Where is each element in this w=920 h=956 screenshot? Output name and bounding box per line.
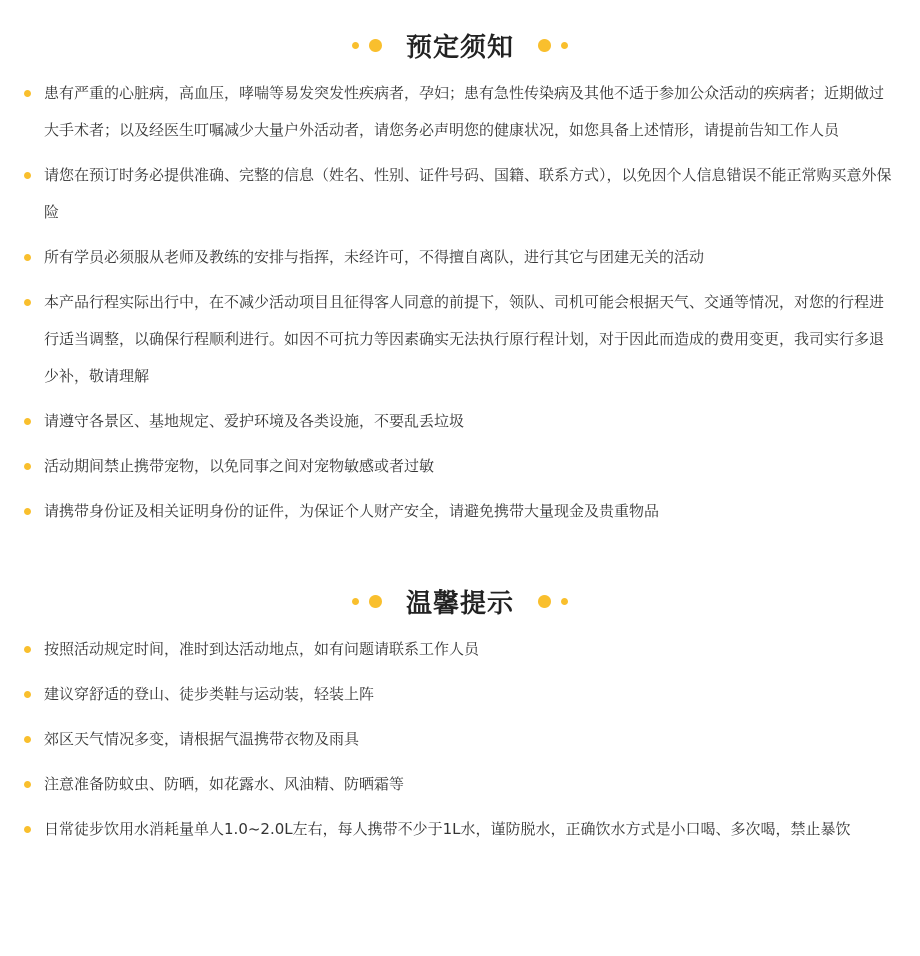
bullet-icon: [24, 781, 31, 788]
bullet-icon: [24, 90, 31, 97]
list-item-text: 请携带身份证及相关证明身份的证件，为保证个人财产安全，请避免携带大量现金及贵重物品: [44, 502, 660, 520]
list-item: [24, 493, 898, 530]
dot-icon: [352, 598, 359, 605]
list-item: [24, 448, 898, 485]
section-title: 预定须知: [405, 32, 514, 63]
list-item: [24, 721, 898, 758]
dot-icon: [538, 595, 551, 608]
left-decoration: [352, 595, 382, 608]
bullet-icon: [24, 508, 31, 515]
list-item-text: 活动期间禁止携带宠物，以免同事之间对宠物敏感或者过敏: [44, 457, 435, 475]
warm-tips-section: [0, 571, 920, 848]
bullet-icon: [24, 463, 31, 470]
list-item-text: 郊区天气情况多变，请根据气温携带衣物及雨具: [44, 730, 360, 748]
list-item-text: 注意准备防蚊虫、防晒，如花露水、风油精、防晒霜等: [44, 775, 405, 793]
list-item-text: 请遵守各景区、基地规定、爱护环境及各类设施，不要乱丢垃圾: [44, 412, 465, 430]
bullet-icon: [24, 418, 31, 425]
left-decoration: [352, 39, 382, 52]
list-item-text: 按照活动规定时间，准时到达活动地点，如有问题请联系工作人员: [44, 640, 480, 658]
bullet-icon: [24, 826, 31, 833]
bullet-icon: [24, 646, 31, 653]
list-item-text: 请您在预订时务必提供准确、完整的信息（姓名、性别、证件号码、国籍、联系方式），以免因个人信息错误不能正常购买意外保险: [44, 166, 892, 221]
dot-icon: [369, 595, 382, 608]
list-item-text: 日常徒步饮用水消耗量单人1.0~2.0L左右，每人携带不少于1L水，谨防脱水，正确饮水方式是小口喝、多次喝，禁止暴饮: [44, 820, 851, 838]
section-header: [0, 15, 920, 75]
dot-icon: [369, 39, 382, 52]
bullet-icon: [24, 172, 31, 179]
list-item: [24, 157, 898, 231]
dot-icon: [561, 598, 568, 605]
dot-icon: [561, 42, 568, 49]
section-header: [0, 571, 920, 631]
list-item: [24, 631, 898, 668]
right-decoration: [538, 595, 568, 608]
list-item: [24, 403, 898, 440]
list-item: [24, 676, 898, 713]
list-item: [24, 239, 898, 276]
list-item-text: 本产品行程实际出行中，在不减少活动项目且征得客人同意的前提下，领队、司机可能会根据天气、交通等情况，对您的行程进行适当调整，以确保行程顺利进行。如因不可抗力等因素确实无法执行原行程计划，对于因此而造成的费用变更，我司实行多退少补，敬请理解: [44, 293, 885, 385]
dot-icon: [538, 39, 551, 52]
list-item: [24, 766, 898, 803]
list-item-text: 建议穿舒适的登山、徒步类鞋与运动装，轻装上阵: [44, 685, 375, 703]
bullet-icon: [24, 299, 31, 306]
list-item: [24, 811, 898, 848]
bullet-icon: [24, 736, 31, 743]
bullet-icon: [24, 691, 31, 698]
list-item: [24, 284, 898, 395]
list-item-text: 患有严重的心脏病，高血压，哮喘等易发突发性疾病者，孕妇；患有急性传染病及其他不适于参加公众活动的疾病者；近期做过大手术者；以及经医生叮嘱减少大量户外活动者，请您务必声明您的健康状况，如您具备上述情形，请提前告知工作人员: [44, 84, 885, 139]
dot-icon: [352, 42, 359, 49]
list-item: [24, 75, 898, 149]
tips-list: [0, 631, 920, 848]
notice-list: [0, 75, 920, 530]
bullet-icon: [24, 254, 31, 261]
list-item-text: 所有学员必须服从老师及教练的安排与指挥，未经许可，不得擅自离队，进行其它与团建无关的活动: [44, 248, 705, 266]
section-title: 温馨提示: [405, 588, 514, 619]
right-decoration: [538, 39, 568, 52]
